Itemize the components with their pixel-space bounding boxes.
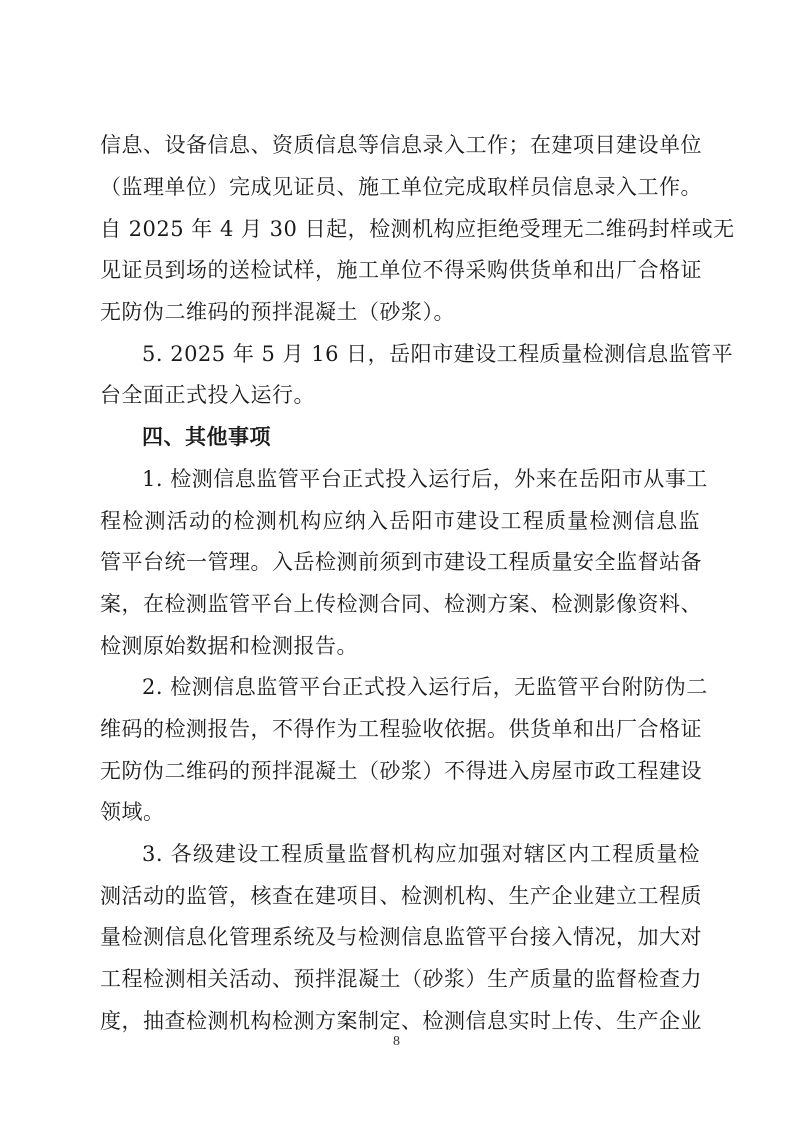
- section-heading: 四、其他事项: [142, 424, 271, 449]
- text-line: 管平台统一管理。入岳检测前须到市建设工程质量安全监督站备: [100, 550, 702, 574]
- text-line: 案，在检测监管平台上传检测合同、检测方案、检测影像资料、: [100, 592, 702, 616]
- text-line: 无防伪二维码的预拌混凝土（砂浆）。: [100, 300, 455, 324]
- text-line: 领域。: [100, 800, 165, 824]
- text-line: 台全面正式投入运行。: [100, 383, 315, 407]
- text-line: 信息、设备信息、资质信息等信息录入工作；在建项目建设单位: [100, 133, 702, 157]
- text-line: 见证员到场的送检试样，施工单位不得采购供货单和出厂合格证: [100, 258, 702, 282]
- text-line: （监理单位）完成见证员、施工单位完成取样员信息录入工作。: [100, 175, 702, 199]
- text-line: 测活动的监管，核查在建项目、检测机构、生产企业建立工程质: [100, 884, 702, 908]
- page-number: 8: [393, 1034, 400, 1049]
- text-line: 2. 检测信息监管平台正式投入运行后，无监管平台附防伪二: [142, 675, 708, 699]
- text-line: 5. 2025 年 5 月 16 日，岳阳市建设工程质量检测信息监管平: [142, 342, 734, 366]
- text-line: 检测原始数据和检测报告。: [100, 634, 358, 658]
- text-line: 维码的检测报告，不得作为工程验收依据。供货单和出厂合格证: [100, 717, 702, 741]
- text-line: 自 2025 年 4 月 30 日起，检测机构应拒绝受理无二维码封样或无: [100, 217, 735, 241]
- text-line: 1. 检测信息监管平台正式投入运行后，外来在岳阳市从事工: [142, 467, 708, 491]
- text-line: 度，抽查检测机构检测方案制定、检测信息实时上传、生产企业: [100, 1009, 702, 1033]
- text-line: 工程检测相关活动、预拌混凝土（砂浆）生产质量的监督检查力: [100, 967, 702, 991]
- text-line: 无防伪二维码的预拌混凝土（砂浆）不得进入房屋市政工程建设: [100, 759, 702, 783]
- text-line: 量检测信息化管理系统及与检测信息监管平台接入情况，加大对: [100, 925, 702, 949]
- text-line: 程检测活动的检测机构应纳入岳阳市建设工程质量检测信息监: [100, 509, 700, 533]
- text-line: 3. 各级建设工程质量监督机构应加强对辖区内工程质量检: [142, 842, 700, 866]
